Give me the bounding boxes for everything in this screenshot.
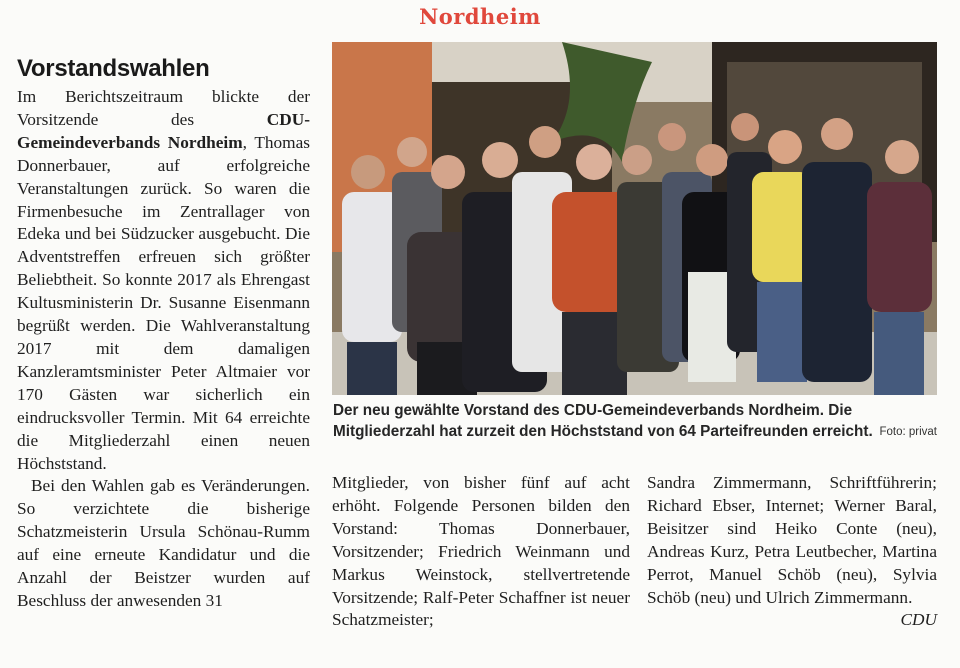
article-column-3 xyxy=(647,472,937,632)
photo-credit: Foto: privat xyxy=(879,425,937,438)
para1-bold-org: CDU-Gemeindeverbands Nordheim xyxy=(17,109,310,152)
board-members-text: Sandra Zimmermann, Schriftführerin; Richard Ebser, Internet; Werner Baral, Beisitzer sind Heiko Conte (neu), Andreas Kurz, Petra Leutbecher, Martina Perrot, Manuel Schöb (neu), Sylvia Schöb (neu) und Ulrich Zimmermann. xyxy=(647,473,937,607)
photo-caption xyxy=(333,401,937,442)
para1-intro: Im Berichtszeitraum blickte der Vorsitzende des xyxy=(17,87,310,129)
article-paragraph-2-end xyxy=(647,472,937,630)
group-photo xyxy=(332,42,937,395)
section-kicker: Nordheim xyxy=(419,4,541,29)
para1-rest: , Thomas Donnerbauer, auf erfolgreiche Veranstaltungen zurück. So waren die Firmenbesuche im Zentrallager von Edeka und bei Südzucker ausgebucht. Die Adventstreffen erfreuen sich größter Beliebtheit. So konnte 2017 als Ehrengast Kultusministerin Dr. Susanne Eisenmann begrüßt werden. Die Wahlveranstaltung 2017 mit dem damaligen Kanzleramtsminister Peter Altmaier vor 170 Gästen war sicherlich ein eindrucksvoller Termin. Mit 64 erreichte die Mitgliederzahl einen neuen Höchststand. xyxy=(17,132,310,473)
article-paragraph-2-cont: Mitglieder, von bisher fünf auf acht erhöht. Folgende Personen bilden den Vorstand: Thomas Donnerbauer, Vorsitzender; Friedrich Weinmann und Markus Weinstock, stellvertretende Vorsitzende; Ralf-Peter Schaffner ist neuer Schatzmeister; xyxy=(332,473,630,630)
caption-text: Der neu gewählte Vorstand des CDU-Gemeindeverbands Nordheim. Die Mitgliederzahl hat zurzeit den Höchststand von 64 Parteifreunden erreicht. xyxy=(333,402,873,440)
article-column-2 xyxy=(332,472,630,632)
article-paragraph-2: Bei den Wahlen gab es Veränderungen. So verzichtete die bisherige Schatzmeisterin Ursula Schönau-Rumm auf eine erneute Kandidatur und die Anzahl der Beistzer wurden auf Beschluss der anwesenden 31 xyxy=(17,476,310,610)
article-headline: Vorstandswahlen xyxy=(17,55,210,82)
article-paragraph-1 xyxy=(17,86,310,475)
author-signoff: CDU xyxy=(900,610,937,630)
article-column-1 xyxy=(17,86,310,613)
group-photo-illustration xyxy=(332,42,937,395)
